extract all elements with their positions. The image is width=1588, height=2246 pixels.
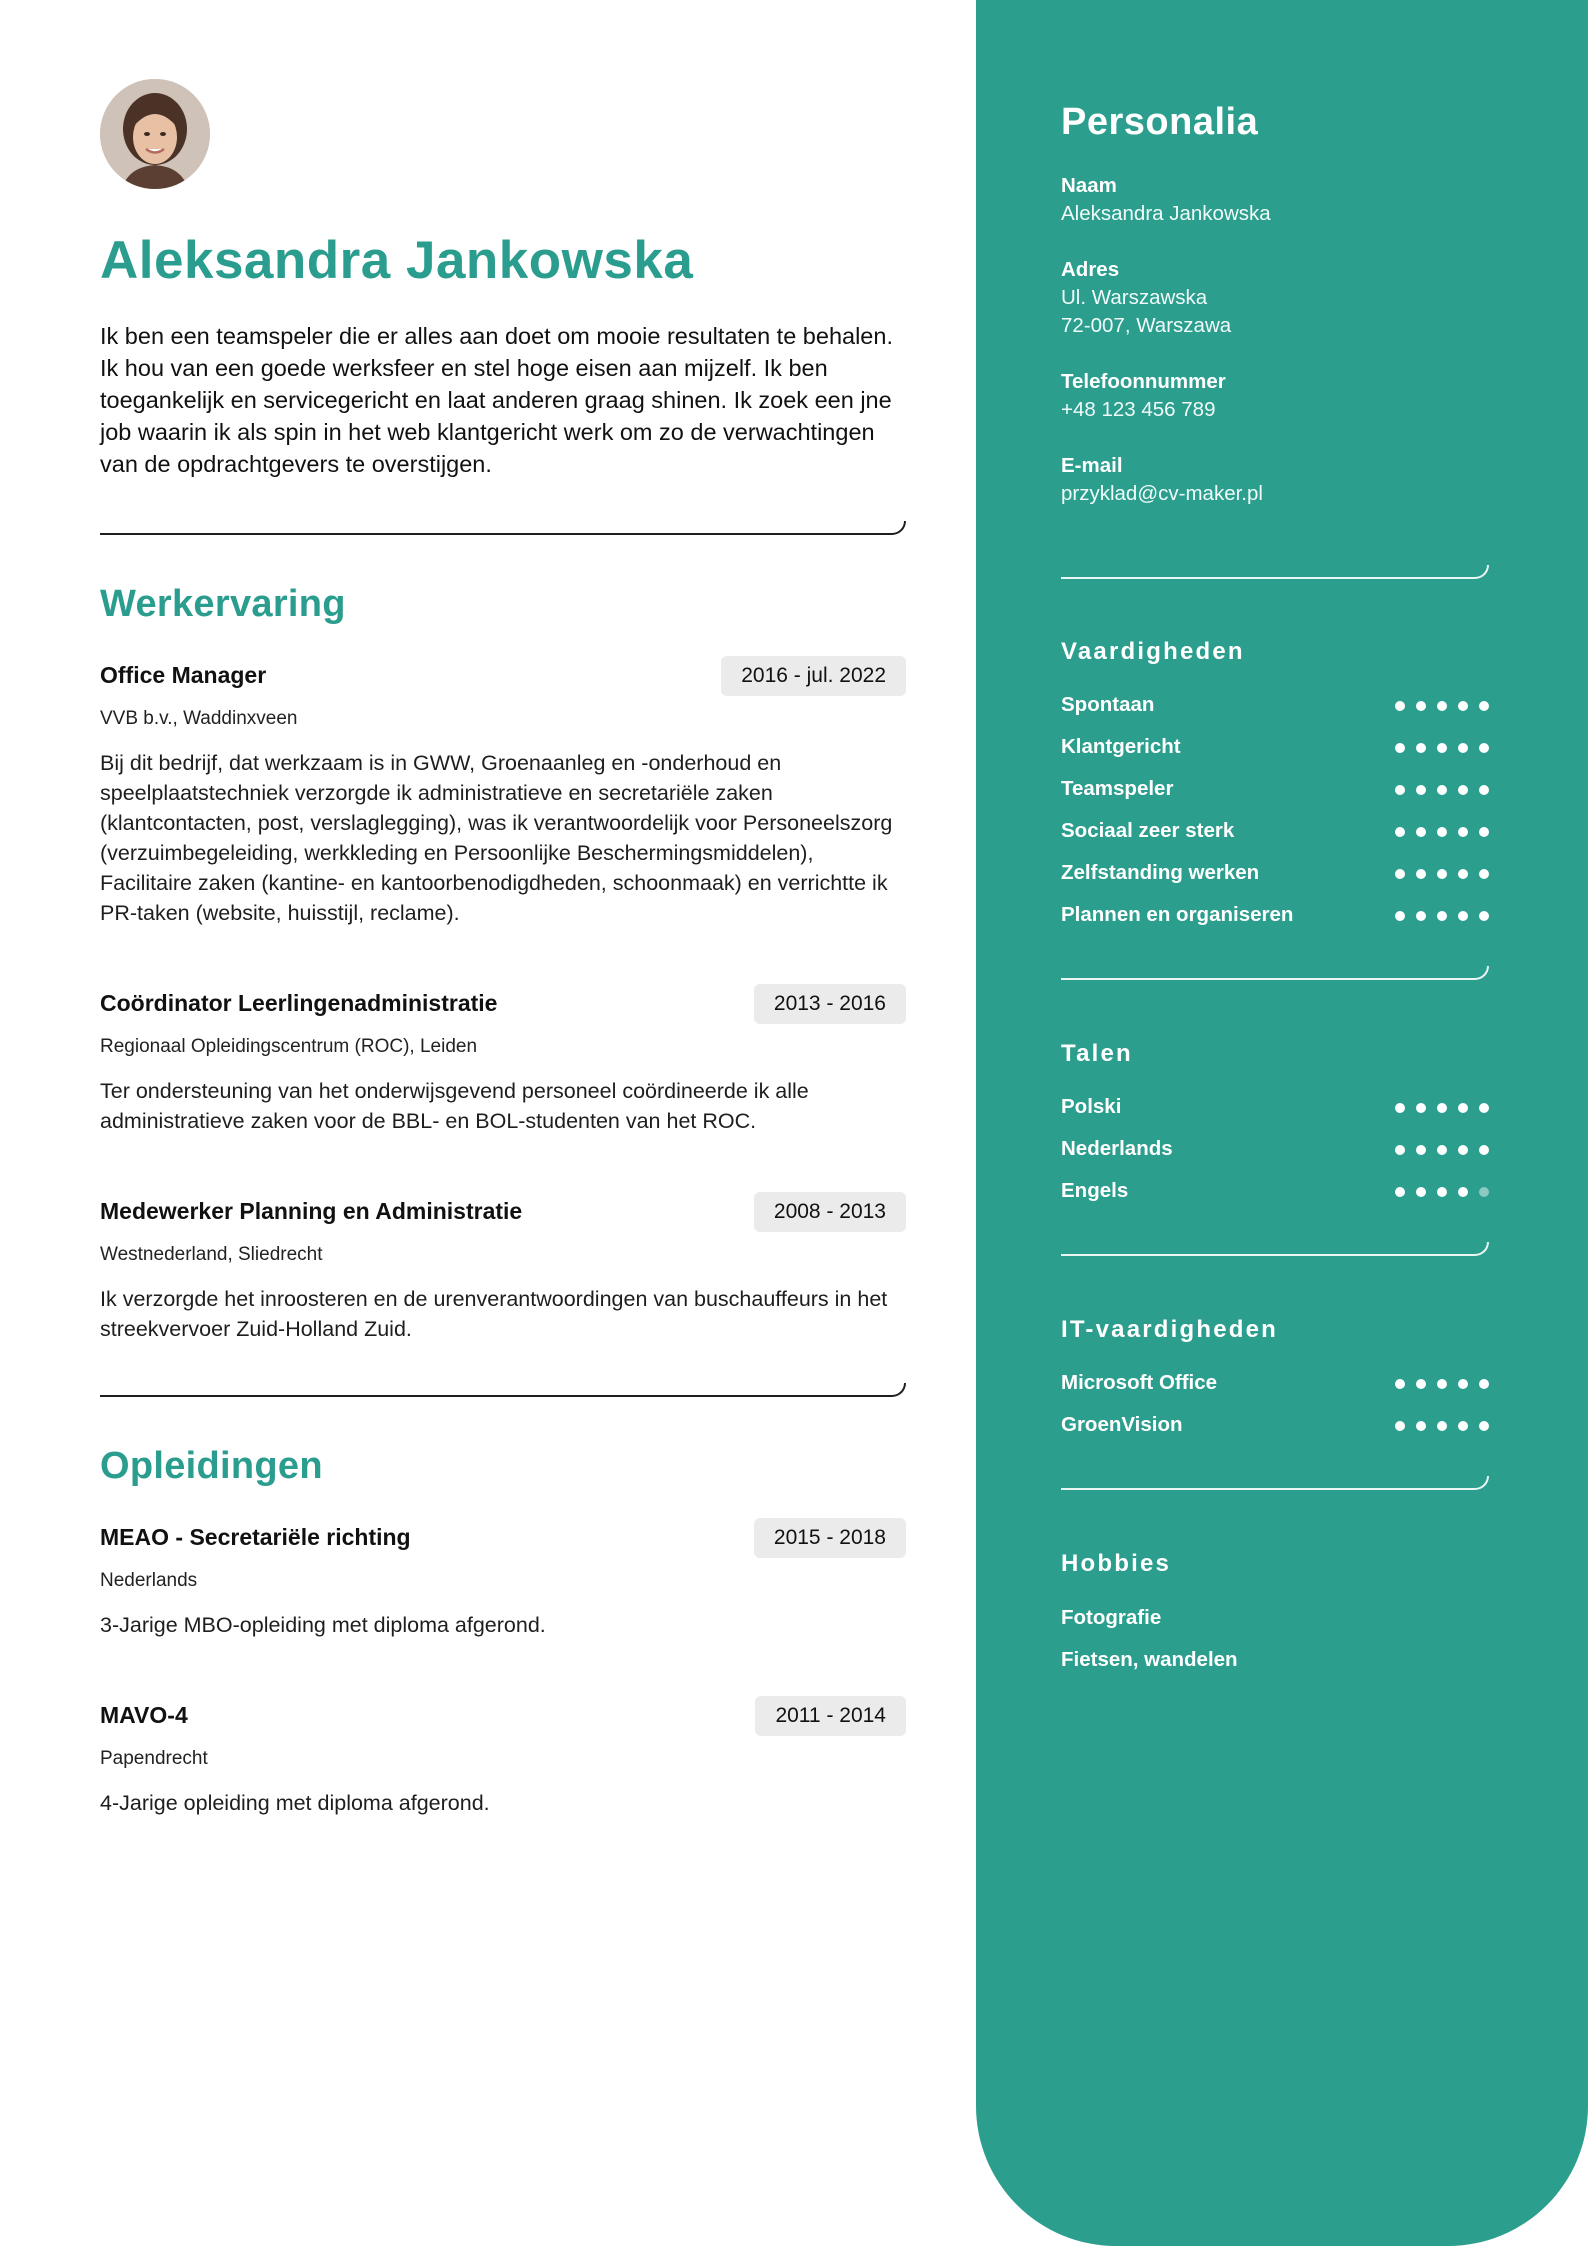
- intro-text: Ik ben een teamspeler die er alles aan doet om mooie resultaten te behalen. Ik hou van een goede werksfeer en stel hoge eisen aan mijzelf. Ik ben toegankelijk en servicegericht en laat anderen graag shinen. Ik zoek een jne job waarin ik als spin in het web klantgericht werk om zo de verwachtingen van de opdrachtgevers te overstijgen.: [100, 323, 893, 477]
- rating-dot-filled: [1479, 911, 1489, 921]
- rating-dot-filled: [1416, 1421, 1426, 1431]
- skill-row: [1061, 691, 1489, 721]
- date-badge: 2008 - 2013: [754, 1192, 906, 1232]
- address-line2: 72-007, Warszawa: [1061, 314, 1232, 337]
- phone-value: +48 123 456 789: [1061, 398, 1216, 421]
- email-value: przyklad@cv-maker.pl: [1061, 482, 1263, 505]
- experience-item: [100, 1192, 906, 1341]
- rating-dot-filled: [1479, 827, 1489, 837]
- address-label: Adres: [1061, 258, 1120, 281]
- rating-dot-filled: [1437, 869, 1447, 879]
- rating-dot-filled: [1437, 827, 1447, 837]
- sidebar-divider: [1061, 966, 1489, 980]
- skill-row-name: Sociaal zeer sterk: [1061, 819, 1235, 842]
- school: Papendrecht: [100, 1748, 208, 1769]
- rating-dot-filled: [1437, 911, 1447, 921]
- rating-dot-filled: [1479, 785, 1489, 795]
- it-skill-row: [1061, 1369, 1489, 1399]
- experience-item: [100, 984, 906, 1133]
- rating-dot-filled: [1437, 743, 1447, 753]
- rating-dot-filled: [1416, 1145, 1426, 1155]
- education-item: [100, 1518, 906, 1637]
- rating-dot-filled: [1479, 1145, 1489, 1155]
- languages-title: Talen: [1061, 1040, 1133, 1067]
- rating-dot-filled: [1458, 869, 1468, 879]
- rating-dots: [1395, 743, 1489, 753]
- rating-dot-filled: [1416, 827, 1426, 837]
- degree-title: MAVO-4: [100, 1702, 188, 1728]
- rating-dot-filled: [1458, 911, 1468, 921]
- rating-dot-filled: [1395, 1421, 1405, 1431]
- rating-dot-filled: [1458, 743, 1468, 753]
- experience-title: Werkervaring: [100, 583, 346, 625]
- school: Nederlands: [100, 1570, 198, 1591]
- address-line1: Ul. Warszawska: [1061, 286, 1208, 309]
- rating-dot-filled: [1437, 1379, 1447, 1389]
- skill-row: [1061, 775, 1489, 805]
- rating-dots: [1395, 869, 1489, 879]
- it-skill-row-name: Microsoft Office: [1061, 1371, 1218, 1394]
- rating-dot-filled: [1395, 827, 1405, 837]
- rating-dot-filled: [1458, 785, 1468, 795]
- phone-label: Telefoonnummer: [1061, 370, 1226, 393]
- language-row-name: Polski: [1061, 1095, 1122, 1118]
- rating-dots: [1395, 827, 1489, 837]
- experience-item: [100, 656, 906, 925]
- rating-dot-filled: [1416, 1103, 1426, 1113]
- language-row: [1061, 1093, 1489, 1123]
- rating-dot-filled: [1395, 1187, 1405, 1197]
- job-description: Ter ondersteuning van het onderwijsgevend personeel coördineerde ik alle administratieve zaken voor de BBL- en BOL-studenten van het ROC.: [100, 1079, 809, 1133]
- rating-dot-filled: [1395, 911, 1405, 921]
- skill-row-name: Plannen en organiseren: [1061, 903, 1294, 926]
- hobby-item: Fotografie: [1061, 1606, 1162, 1629]
- rating-dot-filled: [1458, 1379, 1468, 1389]
- rating-dot-filled: [1479, 1379, 1489, 1389]
- education-item: [100, 1696, 906, 1815]
- date-badge: 2013 - 2016: [754, 984, 906, 1024]
- candidate-name: Aleksandra Jankowska: [100, 231, 694, 290]
- rating-dot-filled: [1458, 827, 1468, 837]
- rating-dot-filled: [1437, 1145, 1447, 1155]
- job-title: Medewerker Planning en Administratie: [100, 1198, 523, 1224]
- rating-dot-filled: [1416, 869, 1426, 879]
- skill-row: [1061, 817, 1489, 847]
- skill-row: [1061, 901, 1489, 931]
- rating-dots: [1395, 1103, 1489, 1113]
- education-title: Opleidingen: [100, 1445, 323, 1487]
- rating-dots: [1395, 785, 1489, 795]
- skills-title: Vaardigheden: [1061, 638, 1245, 665]
- rating-dot-filled: [1395, 1103, 1405, 1113]
- language-row-name: Nederlands: [1061, 1137, 1173, 1160]
- profile-photo: [100, 79, 210, 189]
- sidebar-divider: [1061, 1242, 1489, 1256]
- entry-header: [100, 1518, 906, 1558]
- rating-dot-filled: [1458, 701, 1468, 711]
- rating-dots: [1395, 1421, 1489, 1431]
- hobbies-title: Hobbies: [1061, 1550, 1172, 1577]
- skill-row: [1061, 733, 1489, 763]
- rating-dot-filled: [1395, 743, 1405, 753]
- rating-dot-filled: [1458, 1421, 1468, 1431]
- job-description: Bij dit bedrijf, dat werkzaam is in GWW, Groenaanleg en -onderhoud en speelplaatstechniek verzorgde ik administratieve en secretariële zaken (klantcontacten, post, verslaglegging), was ik verantwoordelijk voor Personeelszorg (verzuimbegeleiding, werkkleding en Persoonlijke Beschermingsmiddelen), Facilitaire zaken (kantine- en kantoorbenodigdheden, schoonmaak) en verrichtte ik PR-taken (website, huisstijl, reclame).: [100, 751, 893, 925]
- rating-dot-filled: [1416, 911, 1426, 921]
- rating-dots: [1395, 1187, 1489, 1197]
- rating-dot-filled: [1416, 701, 1426, 711]
- name-value: Aleksandra Jankowska: [1061, 202, 1271, 225]
- rating-dot-filled: [1479, 869, 1489, 879]
- entry-header: [100, 1696, 906, 1736]
- language-row: [1061, 1135, 1489, 1165]
- entry-header: [100, 656, 906, 696]
- rating-dots: [1395, 1379, 1489, 1389]
- it-skill-row: [1061, 1411, 1489, 1441]
- rating-dot-filled: [1437, 1187, 1447, 1197]
- hobby-item: Fietsen, wandelen: [1061, 1648, 1238, 1671]
- rating-dot-filled: [1395, 785, 1405, 795]
- sidebar: [976, 0, 1588, 2246]
- rating-dot-filled: [1437, 785, 1447, 795]
- rating-dot-empty: [1479, 1187, 1489, 1197]
- date-badge: 2011 - 2014: [755, 1696, 906, 1736]
- language-row: [1061, 1177, 1489, 1207]
- section-divider: [100, 521, 906, 535]
- avatar: [100, 79, 210, 189]
- it-skill-row-name: GroenVision: [1061, 1413, 1183, 1436]
- employer: VVB b.v., Waddinxveen: [100, 708, 298, 729]
- rating-dots: [1395, 701, 1489, 711]
- degree-description: 4-Jarige opleiding met diploma afgerond.: [100, 1791, 490, 1815]
- rating-dot-filled: [1458, 1103, 1468, 1113]
- date-badge: 2016 - jul. 2022: [721, 656, 906, 696]
- employer: Regionaal Opleidingscentrum (ROC), Leiden: [100, 1036, 478, 1057]
- employer: Westnederland, Sliedrecht: [100, 1244, 323, 1265]
- rating-dots: [1395, 911, 1489, 921]
- rating-dot-filled: [1479, 1421, 1489, 1431]
- rating-dot-filled: [1437, 1103, 1447, 1113]
- job-title: Coördinator Leerlingenadministratie: [100, 990, 498, 1016]
- skill-row-name: Teamspeler: [1061, 777, 1174, 800]
- rating-dot-filled: [1458, 1145, 1468, 1155]
- degree-title: MEAO - Secretariële richting: [100, 1524, 411, 1550]
- sidebar-divider: [1061, 565, 1489, 579]
- personal-title: Personalia: [1061, 101, 1259, 143]
- rating-dot-filled: [1416, 1379, 1426, 1389]
- email-label: E-mail: [1061, 454, 1123, 477]
- entry-header: [100, 984, 906, 1024]
- rating-dots: [1395, 1145, 1489, 1155]
- rating-dot-filled: [1416, 785, 1426, 795]
- it-skills-title: IT-vaardigheden: [1061, 1316, 1279, 1343]
- rating-dot-filled: [1395, 701, 1405, 711]
- rating-dot-filled: [1458, 1187, 1468, 1197]
- rating-dot-filled: [1395, 1379, 1405, 1389]
- job-title: Office Manager: [100, 662, 267, 688]
- degree-description: 3-Jarige MBO-opleiding met diploma afgerond.: [100, 1613, 546, 1637]
- skill-row-name: Spontaan: [1061, 693, 1155, 716]
- date-badge: 2015 - 2018: [754, 1518, 906, 1558]
- language-row-name: Engels: [1061, 1179, 1129, 1202]
- rating-dot-filled: [1479, 743, 1489, 753]
- rating-dot-filled: [1395, 869, 1405, 879]
- skill-row-name: Klantgericht: [1061, 735, 1181, 758]
- skill-row-name: Zelfstanding werken: [1061, 861, 1260, 884]
- job-description: Ik verzorgde het inroosteren en de urenverantwoordingen van buschauffeurs in het streekvervoer Zuid-Holland Zuid.: [100, 1287, 888, 1341]
- name-label: Naam: [1061, 174, 1117, 197]
- sidebar-divider: [1061, 1476, 1489, 1490]
- rating-dot-filled: [1437, 1421, 1447, 1431]
- section-divider: [100, 1383, 906, 1397]
- entry-header: [100, 1192, 906, 1232]
- rating-dot-filled: [1479, 1103, 1489, 1113]
- rating-dot-filled: [1437, 701, 1447, 711]
- rating-dot-filled: [1479, 701, 1489, 711]
- rating-dot-filled: [1395, 1145, 1405, 1155]
- rating-dot-filled: [1416, 1187, 1426, 1197]
- rating-dot-filled: [1416, 743, 1426, 753]
- skill-row: [1061, 859, 1489, 889]
